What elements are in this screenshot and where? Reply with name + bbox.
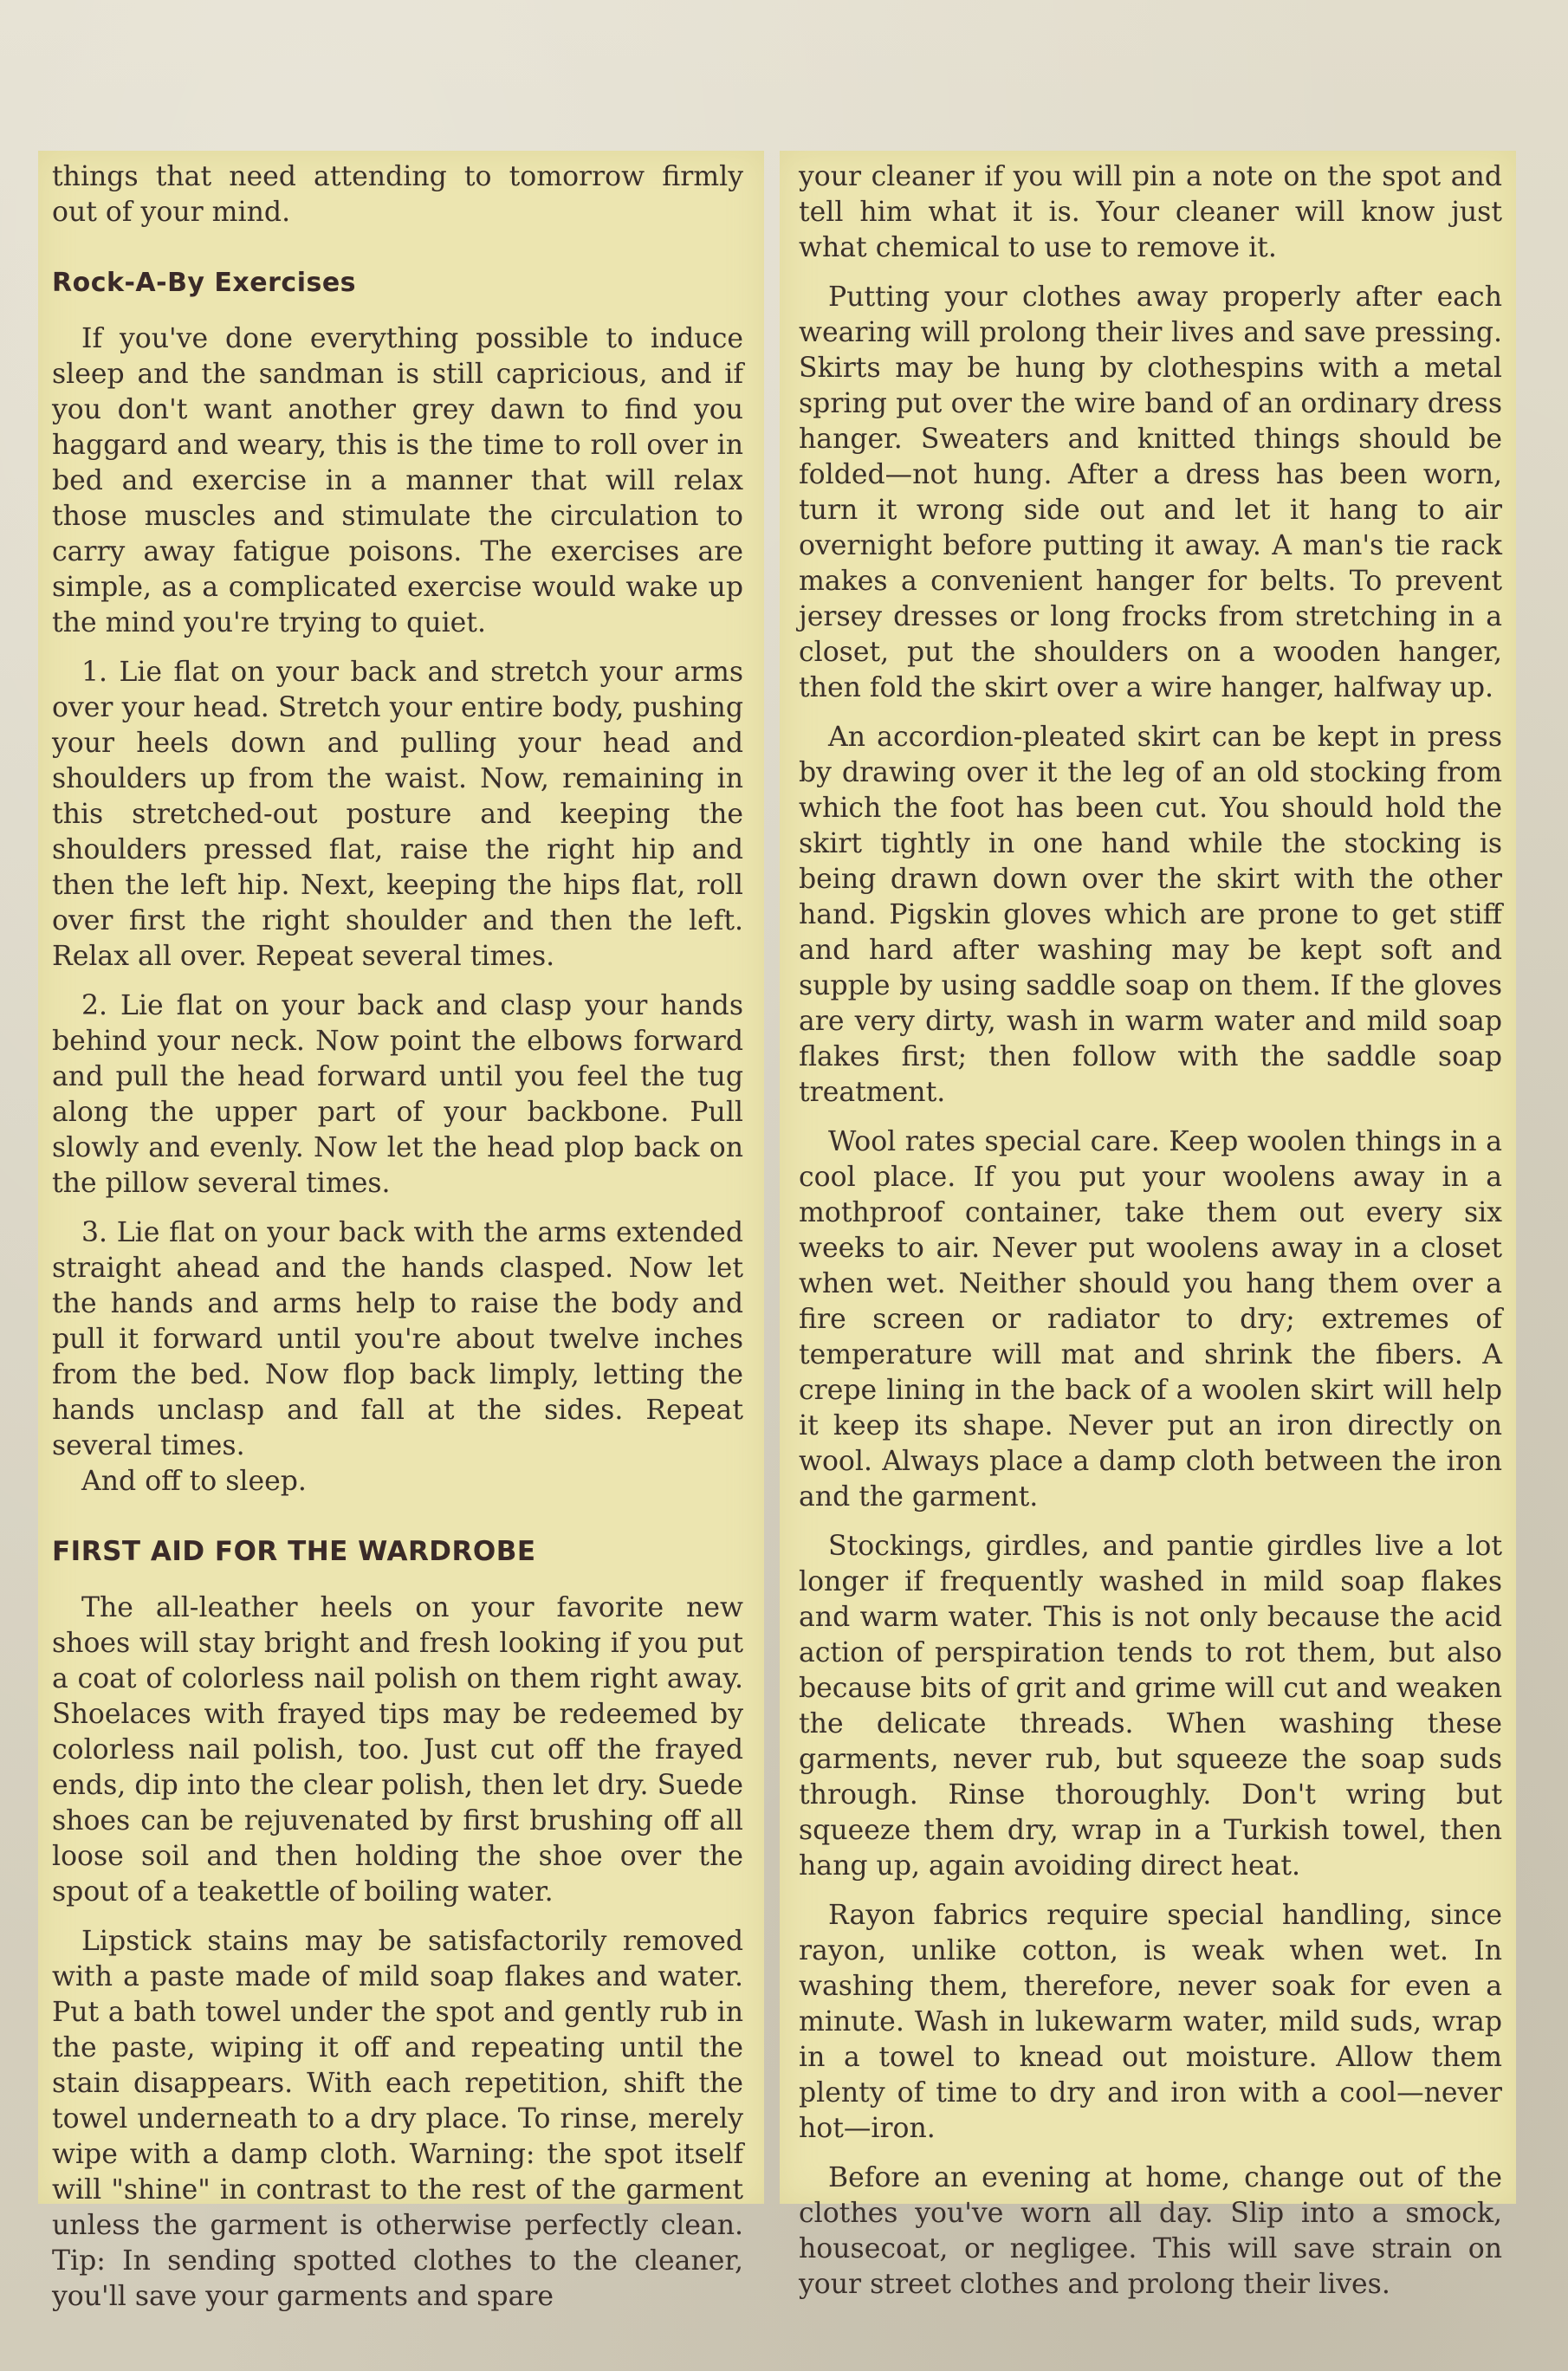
exercise-3: 3. Lie flat on your back with the arms extended straight ahead and the hands clasped. Now let the hands and arms help to raise the body and pull it forward until you're about twelve inches from the bed. Now flop back limply, letting the hands unclasp and fall at the sides. Repeat several times. [52,1217,743,1461]
paragraph-clothes-storage: Putting your clothes away properly after each wearing will prolong their lives and save pressing. Skirts may be hung by clothespins with a metal spring put over the wire band of an ordinary dress hanger. Sweaters and knitted things should be folded—not hung. After a dress has been worn, turn it wrong side out and let it hang to air overnight before putting it away. A man's tie rack makes a convenient hanger for belts. To prevent jersey dresses or long frocks from stretching in a closet, put the shoulders on a wooden hanger, then fold the skirt over a wire hanger, halfway up. [799,282,1502,703]
paragraph-lipstick: Lipstick stains may be satisfactorily removed with a paste made of mild soap flakes and water. Put a bath towel under the spot and gently rub in the paste, wiping it off and repeating until the stain disappears. With each repetition, shift the towel underneath to a dry place. To rinse, merely wipe with a damp cloth. Warning: the spot itself will "shine" in contrast to the rest of the garment unless the garment is otherwise perfectly clean. Tip: In sending spotted clothes to the cleaner, you'll save your garments and spare [52,1926,743,2312]
paragraph-pleated-skirt: An accordion-pleated skirt can be kept in press by drawing over it the leg of an old stocking from which the foot has been cut. You should hold the skirt tightly in one hand while the stocking is being drawn down over the skirt with the other hand. Pigskin gloves which are prone to get stiff and hard after washing may be kept soft and supple by using saddle soap on them. If the gloves are very dirty, wash in warm water and mild soap flakes first; then follow with the saddle soap treatment. [799,722,1502,1108]
paragraph-evening-at-home: Before an evening at home, change out of the clothes you've worn all day. Slip into a smock, housecoat, or negligee. This will save strain on your street clothes and prolong their lives. [799,2162,1502,2300]
exercise-2: 2. Lie flat on your back and clasp your hands behind your neck. Now point the elbows forward and pull the head forward until you feel the tug along the upper part of your backbone. Pull slowly and evenly. Now let the head plop back on the pillow several times. [52,990,743,1199]
heading-rock-a-by-exercises: Rock-A-By Exercises [52,268,357,298]
paragraph-off-to-sleep: And off to sleep. [81,1466,307,1497]
paragraph-wool-care: Wool rates special care. Keep woolen things in a cool place. If you put your woolens away in a mothproof container, take them out every six weeks to air. Never put woolens away in a closet when wet. Neither should you hang them over a fire screen or radiator to dry; extremes of temperature will mat and shrink the fibers. A crepe lining in the back of a woolen skirt will help it keep its shape. Never put an iron directly on wool. Always place a damp cloth between the iron and the garment. [799,1126,1502,1513]
paragraph-continuation: things that need attending to tomorrow firmly out of your mind. [52,161,743,228]
paragraph-cleaner: your cleaner if you will pin a note on the spot and tell him what it is. Your cleaner will know just what chemical to use to remove it. [799,161,1502,263]
heading-first-aid-wardrobe: FIRST AID FOR THE WARDROBE [52,1536,536,1567]
paragraph-sleep-intro: If you've done everything possible to induce sleep and the sandman is still capricious, and if you don't want another grey dawn to find you haggard and weary, this is the time to roll over in bed and exercise in a manner that will relax those muscles and stimulate the circulation to carry away fatigue poisons. The exercises are simple, as a complicated exercise would wake up the mind you're trying to quiet. [52,323,743,638]
exercise-1: 1. Lie flat on your back and stretch your arms over your head. Stretch your entire body, pushing your heels down and pulling your head and shoulders up from the waist. Now, remaining in this stretched-out posture and keeping the shoulders pressed flat, raise the right hip and then the left hip. Next, keeping the hips flat, roll over first the right shoulder and then the left. Relax all over. Repeat several times. [52,657,743,972]
paragraph-stockings: Stockings, girdles, and pantie girdles live a lot longer if frequently washed in mild soap flakes and warm water. This is not only because the acid action of perspiration tends to rot them, but also because bits of grit and grime will cut and weaken the delicate threads. When washing these garments, never rub, but squeeze the soap suds through. Rinse thoroughly. Don't wring but squeeze them dry, wrap in a Turkish towel, then hang up, again avoiding direct heat. [799,1531,1502,1882]
paragraph-shoes: The all-leather heels on your favorite new shoes will stay bright and fresh looking if you put a coat of colorless nail polish on them right away. Shoelaces with frayed tips may be redeemed by colorless nail polish, too. Just cut off the frayed ends, dip into the clear polish, then let dry. Suede shoes can be rejuvenated by first brushing off all loose soil and then holding the shoe over the spout of a teakettle of boiling water. [52,1592,743,1908]
paragraph-rayon: Rayon fabrics require special handling, since rayon, unlike cotton, is weak when wet. In washing them, therefore, never soak for even a minute. Wash in lukewarm water, mild suds, wrap in a towel to knead out moisture. Allow them plenty of time to dry and iron with a cool—never hot—iron. [799,1900,1502,2144]
left-column [38,151,764,2312]
right-column [780,151,1516,2300]
